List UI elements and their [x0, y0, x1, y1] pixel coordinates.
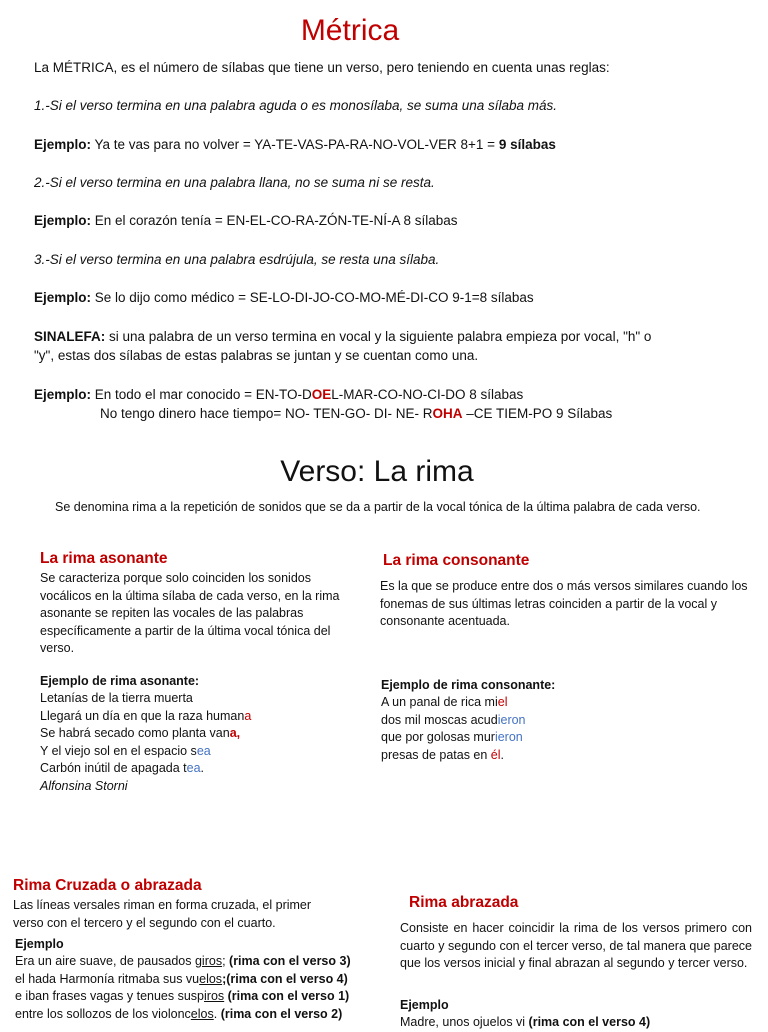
- consonante-poem: [381, 694, 526, 764]
- sinalefa-highlight: OHA: [432, 406, 463, 421]
- poem-author: Alfonsina Storni: [40, 778, 128, 793]
- sinalefa-definition: [34, 327, 651, 365]
- metrica-intro: La MÉTRICA, es el número de sílabas que tiene un verso, pero teniendo en cuenta unas reglas:: [34, 60, 610, 75]
- example-text: L-MAR-CO-NO-CI-DO 8 sílabas: [331, 387, 524, 402]
- cruzada-poem: [15, 953, 351, 1023]
- consonante-example-heading: Ejemplo de rima consonante:: [381, 678, 556, 692]
- asonante-example-heading: Ejemplo de rima asonante:: [40, 674, 200, 688]
- asonante-description: Se caracteriza porque solo coinciden los sonidos vocálicos en la última sílaba de cada verso, en la rima asonante se repiten las vocales de las palabras específicamente a partir de la última vocal tónica del verso.: [40, 571, 340, 655]
- example-sinalefa-2: [100, 404, 612, 423]
- poem-line: el hada Harmonía ritmaba sus vuelos;(rima con el verso 4): [15, 971, 348, 986]
- rule-2: 2.-Si el verso termina en una palabra llana, no se suma ni se resta.: [34, 175, 435, 190]
- example-3: [34, 288, 534, 307]
- cruzada-example-heading: Ejemplo: [15, 937, 64, 951]
- section-title: Verso: La rima: [280, 455, 474, 488]
- asonante-poem: [40, 690, 251, 795]
- rule-1: 1.-Si el verso termina en una palabra aguda o es monosílaba, se suma una sílaba más.: [34, 98, 558, 113]
- poem-line: Carbón inútil de apagada tea.: [40, 761, 205, 775]
- example-text: En todo el mar conocido = EN-TO-D: [91, 387, 312, 402]
- example-label: Ejemplo:: [34, 213, 92, 228]
- asonante-heading: La rima asonante: [40, 550, 168, 567]
- abrazada-description: Consiste en hacer coincidir la rima de los versos primero con cuarto y segundo con el tercer verso, de tal manera que parece que los versos inicial y final abrazan al segundo y tercer verso.: [400, 921, 752, 970]
- example-text: En el corazón tenía = EN-EL-CO-RA-ZÓN-TE-NÍ-A 8 sílabas: [91, 213, 458, 228]
- poem-line: Era un aire suave, de pausados giros; (rima con el verso 3): [15, 954, 351, 968]
- poem-line: Letanías de la tierra muerta: [40, 691, 193, 705]
- poem-line: dos mil moscas acudieron: [381, 712, 526, 727]
- poem-line: e iban frases vagas y tenues suspiros (rima con el verso 1): [15, 989, 350, 1003]
- cruzada-description: Las líneas versales riman en forma cruzada, el primer verso con el tercero y el segundo con el cuarto.: [13, 898, 312, 930]
- abrazada-example-heading: Ejemplo: [400, 998, 449, 1012]
- example-text: Se lo dijo como médico = SE-LO-DI-JO-CO-MO-MÉ-DI-CO 9-1=8 sílabas: [91, 290, 534, 305]
- poem-line: que por golosas murieron: [381, 730, 523, 744]
- sinalefa-label: SINALEFA:: [34, 329, 106, 344]
- consonante-description: Es la que se produce entre dos o más versos similares cuando los fonemas de sus últimas letras coinciden a partir de la vocal y consonante acentuada.: [380, 579, 748, 628]
- example-text: Ya te vas para no volver = YA-TE-VAS-PA-RA-NO-VOL-VER 8+1 =: [91, 137, 499, 152]
- example-result: 9 sílabas: [498, 137, 556, 152]
- rule-3: 3.-Si el verso termina en una palabra esdrújula, se resta una sílaba.: [34, 252, 440, 267]
- consonante-heading: La rima consonante: [383, 552, 530, 569]
- cruzada-heading: Rima Cruzada o abrazada: [13, 877, 202, 894]
- example-label: Ejemplo:: [34, 290, 92, 305]
- example-text: No tengo dinero hace tiempo= NO- TEN-GO- DI- NE- R: [100, 406, 433, 421]
- poem-line: Llegará un día en que la raza humana: [40, 708, 252, 723]
- poem-line: Se habrá secado como planta vana,: [40, 726, 241, 740]
- poem-line: entre los sollozos de los violoncelos. (rima con el verso 2): [15, 1006, 343, 1021]
- example-label: Ejemplo:: [34, 137, 92, 152]
- poem-line: Madre, unos ojuelos vi (rima con el verso 4): [400, 1015, 651, 1029]
- poem-line: Y el viejo sol en el espacio sea: [40, 743, 211, 758]
- abrazada-poem: [400, 1014, 650, 1032]
- example-text: –CE TIEM-PO 9 Sílabas: [462, 406, 613, 421]
- abrazada-heading: Rima abrazada: [409, 894, 519, 911]
- example-sinalefa: [34, 385, 523, 404]
- poem-line: presas de patas en él.: [381, 747, 505, 762]
- example-label: Ejemplo:: [34, 387, 92, 402]
- sinalefa-text: si una palabra de un verso termina en vocal y la siguiente palabra empieza por vocal, "h" o: [105, 329, 652, 344]
- example-2: [34, 211, 458, 230]
- sinalefa-text: "y", estas dos sílabas de estas palabras se juntan y se cuentan como una.: [34, 348, 479, 363]
- example-1: [34, 135, 556, 154]
- sinalefa-highlight: OE: [311, 387, 332, 402]
- poem-line: A un panal de rica miel: [381, 695, 508, 709]
- rima-intro: Se denomina rima a la repetición de sonidos que se da a partir de la vocal tónica de la última palabra de cada verso.: [55, 500, 701, 514]
- page-title: Métrica: [300, 14, 400, 47]
